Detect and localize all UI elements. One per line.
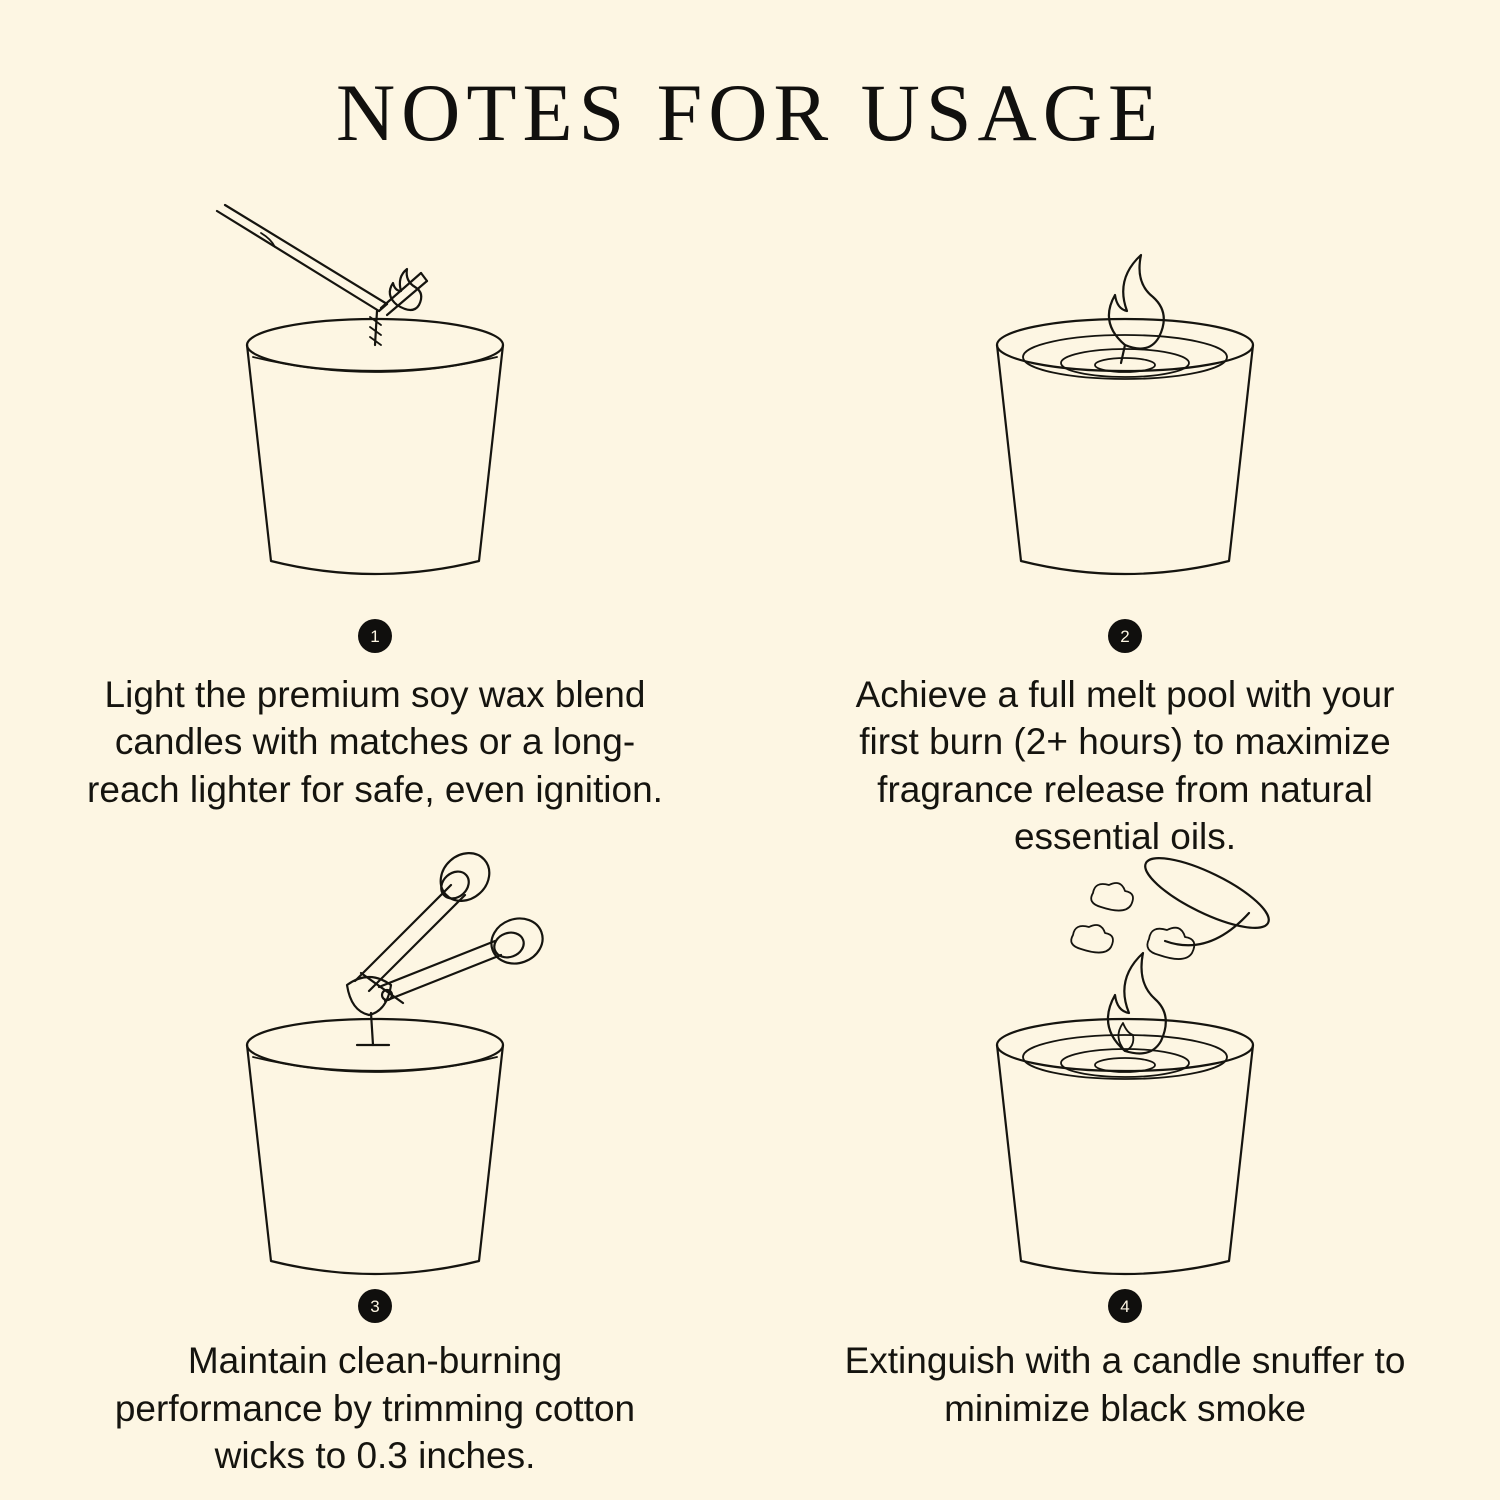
wick-trimmer-over-candle-icon (0, 860, 750, 1275)
step-caption-4: Extinguish with a candle snuffer to minimize black smoke (844, 1340, 1406, 1429)
candle-snuffer-with-smoke-icon (750, 860, 1500, 1275)
step-card-3 (0, 860, 750, 1500)
step-badge-2: 2 (1108, 619, 1142, 653)
step-card-2 (750, 190, 1500, 860)
step-badge-3: 3 (358, 1289, 392, 1323)
step-card-1 (0, 190, 750, 860)
steps-grid (0, 190, 1500, 1500)
step-caption-1: Light the premium soy wax blend candles with matches or a long-reach lighter for safe, even ignition. (87, 674, 663, 810)
candle-full-melt-pool-icon (750, 190, 1500, 605)
step-caption-2: Achieve a full melt pool with your first burn (2+ hours) to maximize fragrance release from natural essential oils. (855, 674, 1395, 858)
step-caption-3: Maintain clean-burning performance by trimming cotton wicks to 0.3 inches. (114, 1340, 636, 1477)
candle-lit-by-match-icon (0, 190, 750, 605)
step-badge-1: 1 (358, 619, 392, 653)
step-badge-4: 4 (1108, 1289, 1142, 1323)
step-card-4 (750, 860, 1500, 1500)
page-title: NOTES FOR USAGE (335, 67, 1165, 158)
